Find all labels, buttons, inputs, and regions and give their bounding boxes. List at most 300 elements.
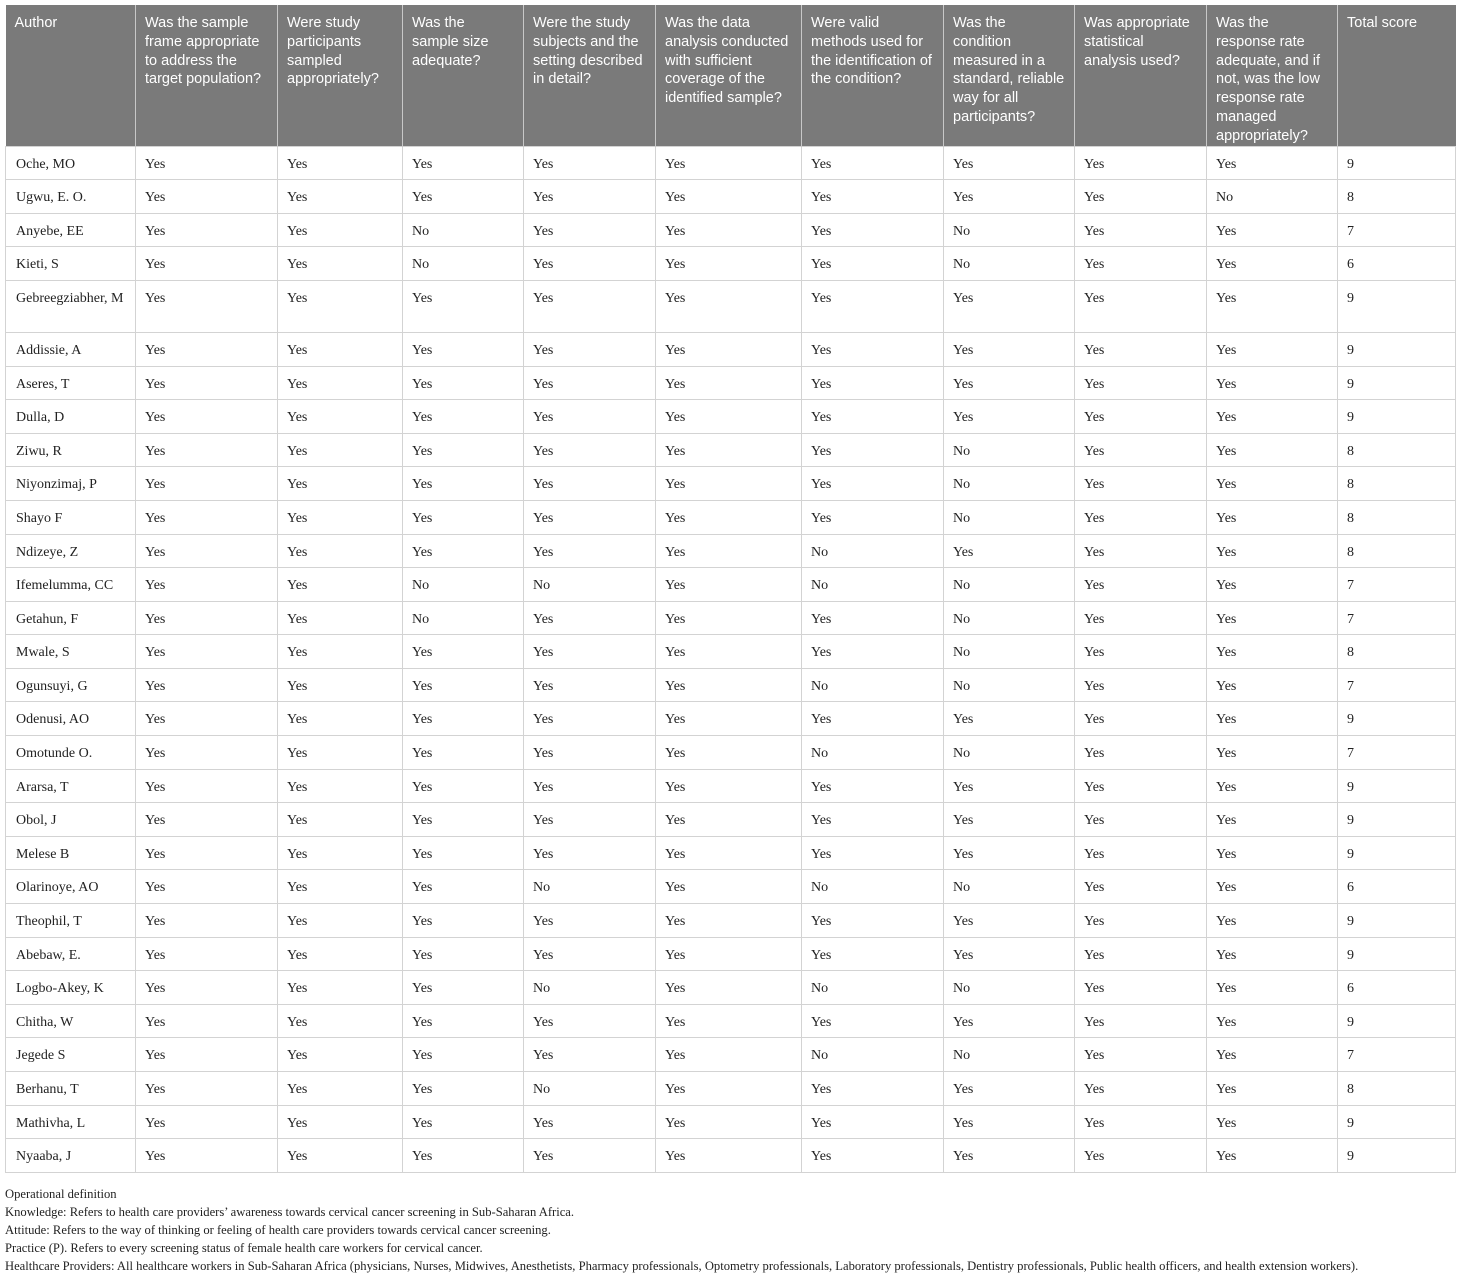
author-cell: Ziwu, R bbox=[6, 433, 136, 467]
criterion-cell: Yes bbox=[944, 803, 1075, 837]
criterion-cell: Yes bbox=[802, 500, 944, 534]
criterion-cell: No bbox=[524, 568, 656, 602]
total-score-cell: 8 bbox=[1338, 500, 1456, 534]
criterion-cell: No bbox=[944, 568, 1075, 602]
author-cell: Mwale, S bbox=[6, 635, 136, 669]
author-cell: Ndizeye, Z bbox=[6, 534, 136, 568]
total-score-cell: 9 bbox=[1338, 904, 1456, 938]
header-condition-measured: Was the condition measured in a standard, reliable way for all participants? bbox=[944, 5, 1075, 146]
criterion-cell: No bbox=[524, 1072, 656, 1106]
table-row bbox=[6, 366, 1456, 400]
author-cell: Ifemelumma, CC bbox=[6, 568, 136, 602]
table-row bbox=[6, 870, 1456, 904]
author-cell: Odenusi, AO bbox=[6, 702, 136, 736]
criterion-cell: No bbox=[802, 1038, 944, 1072]
table-body bbox=[6, 146, 1456, 1172]
criterion-cell: Yes bbox=[656, 870, 802, 904]
criterion-cell: Yes bbox=[403, 1038, 524, 1072]
table-row bbox=[6, 213, 1456, 247]
criterion-cell: Yes bbox=[136, 668, 278, 702]
criterion-cell: Yes bbox=[278, 769, 403, 803]
criterion-cell: Yes bbox=[136, 635, 278, 669]
criterion-cell: Yes bbox=[1075, 937, 1207, 971]
criterion-cell: Yes bbox=[944, 1072, 1075, 1106]
criterion-cell: Yes bbox=[403, 332, 524, 366]
total-score-cell: 8 bbox=[1338, 1072, 1456, 1106]
criterion-cell: Yes bbox=[656, 534, 802, 568]
criterion-cell: Yes bbox=[656, 467, 802, 501]
criterion-cell: Yes bbox=[1207, 769, 1338, 803]
criterion-cell: Yes bbox=[944, 1139, 1075, 1173]
criterion-cell: No bbox=[403, 568, 524, 602]
criterion-cell: Yes bbox=[278, 366, 403, 400]
criterion-cell: Yes bbox=[136, 1072, 278, 1106]
criterion-cell: Yes bbox=[278, 180, 403, 214]
total-score-cell: 8 bbox=[1338, 635, 1456, 669]
criterion-cell: Yes bbox=[656, 280, 802, 332]
criterion-cell: Yes bbox=[1075, 736, 1207, 770]
criterion-cell: Yes bbox=[136, 146, 278, 180]
criterion-cell: Yes bbox=[944, 769, 1075, 803]
criterion-cell: Yes bbox=[278, 400, 403, 434]
criterion-cell: Yes bbox=[278, 568, 403, 602]
criterion-cell: Yes bbox=[403, 904, 524, 938]
table-row bbox=[6, 736, 1456, 770]
criterion-cell: Yes bbox=[1075, 247, 1207, 281]
criterion-cell: No bbox=[944, 601, 1075, 635]
criterion-cell: Yes bbox=[802, 467, 944, 501]
criterion-cell: Yes bbox=[403, 433, 524, 467]
criterion-cell: Yes bbox=[1075, 280, 1207, 332]
criterion-cell: Yes bbox=[524, 400, 656, 434]
criterion-cell: Yes bbox=[1207, 803, 1338, 837]
table-row bbox=[6, 601, 1456, 635]
criterion-cell: Yes bbox=[403, 500, 524, 534]
criterion-cell: Yes bbox=[403, 146, 524, 180]
criterion-cell: Yes bbox=[524, 467, 656, 501]
criterion-cell: Yes bbox=[656, 1004, 802, 1038]
criterion-cell: Yes bbox=[802, 146, 944, 180]
criterion-cell: Yes bbox=[136, 769, 278, 803]
criterion-cell: No bbox=[802, 534, 944, 568]
table-row bbox=[6, 937, 1456, 971]
author-cell: Abebaw, E. bbox=[6, 937, 136, 971]
criterion-cell: Yes bbox=[278, 146, 403, 180]
criterion-cell: Yes bbox=[656, 433, 802, 467]
criterion-cell: No bbox=[944, 668, 1075, 702]
criterion-cell: Yes bbox=[278, 280, 403, 332]
criterion-cell: No bbox=[944, 870, 1075, 904]
criterion-cell: Yes bbox=[403, 534, 524, 568]
author-cell: Niyonzimaj, P bbox=[6, 467, 136, 501]
criterion-cell: Yes bbox=[524, 736, 656, 770]
table-row bbox=[6, 568, 1456, 602]
table-row bbox=[6, 400, 1456, 434]
criterion-cell: Yes bbox=[136, 467, 278, 501]
criterion-cell: Yes bbox=[944, 332, 1075, 366]
total-score-cell: 6 bbox=[1338, 870, 1456, 904]
table-row bbox=[6, 467, 1456, 501]
total-score-cell: 7 bbox=[1338, 568, 1456, 602]
criterion-cell: Yes bbox=[403, 736, 524, 770]
footnote-healthcare-providers: Healthcare Providers: All healthcare workers in Sub-Saharan Africa (physicians, Nurses, Midwives, Anesthetists, Pharmacy professionals, Optometry professionals, Laboratory professionals, Dentistry professionals, Public health officers, and health extension workers). bbox=[5, 1259, 1359, 1273]
total-score-cell: 9 bbox=[1338, 332, 1456, 366]
criterion-cell: Yes bbox=[802, 247, 944, 281]
criterion-cell: Yes bbox=[136, 971, 278, 1005]
table-row bbox=[6, 1072, 1456, 1106]
criterion-cell: Yes bbox=[136, 568, 278, 602]
criterion-cell: No bbox=[802, 971, 944, 1005]
criterion-cell: Yes bbox=[136, 937, 278, 971]
table-row bbox=[6, 971, 1456, 1005]
criterion-cell: Yes bbox=[656, 366, 802, 400]
criterion-cell: Yes bbox=[136, 1038, 278, 1072]
criterion-cell: Yes bbox=[524, 213, 656, 247]
criterion-cell: Yes bbox=[1075, 971, 1207, 1005]
criterion-cell: Yes bbox=[802, 1004, 944, 1038]
criterion-cell: Yes bbox=[278, 467, 403, 501]
criterion-cell: Yes bbox=[802, 400, 944, 434]
criterion-cell: Yes bbox=[1207, 1139, 1338, 1173]
criterion-cell: No bbox=[802, 668, 944, 702]
criterion-cell: Yes bbox=[524, 803, 656, 837]
criterion-cell: Yes bbox=[524, 180, 656, 214]
criterion-cell: Yes bbox=[403, 937, 524, 971]
criterion-cell: Yes bbox=[802, 769, 944, 803]
header-row bbox=[6, 5, 1456, 146]
total-score-cell: 8 bbox=[1338, 534, 1456, 568]
criterion-cell: Yes bbox=[278, 433, 403, 467]
criterion-cell: Yes bbox=[656, 601, 802, 635]
criterion-cell: Yes bbox=[278, 332, 403, 366]
table-row bbox=[6, 433, 1456, 467]
table-row bbox=[6, 668, 1456, 702]
criterion-cell: Yes bbox=[1075, 568, 1207, 602]
table-row bbox=[6, 247, 1456, 281]
criterion-cell: Yes bbox=[944, 400, 1075, 434]
criterion-cell: Yes bbox=[656, 568, 802, 602]
criterion-cell: No bbox=[944, 971, 1075, 1005]
criterion-cell: Yes bbox=[1207, 601, 1338, 635]
criterion-cell: Yes bbox=[1207, 366, 1338, 400]
criterion-cell: Yes bbox=[802, 332, 944, 366]
criterion-cell: Yes bbox=[278, 803, 403, 837]
table-row bbox=[6, 836, 1456, 870]
header-sample-size: Was the sample size adequate? bbox=[403, 5, 524, 146]
total-score-cell: 9 bbox=[1338, 280, 1456, 332]
criterion-cell: Yes bbox=[524, 601, 656, 635]
criterion-cell: Yes bbox=[1075, 836, 1207, 870]
criterion-cell: Yes bbox=[136, 180, 278, 214]
quality-assessment-table bbox=[5, 5, 1456, 1173]
author-cell: Logbo-Akey, K bbox=[6, 971, 136, 1005]
total-score-cell: 9 bbox=[1338, 366, 1456, 400]
criterion-cell: Yes bbox=[136, 280, 278, 332]
criterion-cell: Yes bbox=[278, 1139, 403, 1173]
criterion-cell: Yes bbox=[1207, 1004, 1338, 1038]
author-cell: Kieti, S bbox=[6, 247, 136, 281]
criterion-cell: Yes bbox=[802, 803, 944, 837]
criterion-cell: Yes bbox=[656, 702, 802, 736]
criterion-cell: Yes bbox=[136, 702, 278, 736]
criterion-cell: Yes bbox=[656, 247, 802, 281]
criterion-cell: Yes bbox=[802, 601, 944, 635]
header-statistical-analysis: Was appropriate statistical analysis used? bbox=[1075, 5, 1207, 146]
criterion-cell: Yes bbox=[524, 937, 656, 971]
criterion-cell: Yes bbox=[1207, 500, 1338, 534]
criterion-cell: Yes bbox=[944, 836, 1075, 870]
criterion-cell: Yes bbox=[524, 332, 656, 366]
criterion-cell: No bbox=[1207, 180, 1338, 214]
criterion-cell: Yes bbox=[802, 366, 944, 400]
criterion-cell: Yes bbox=[656, 904, 802, 938]
criterion-cell: Yes bbox=[802, 937, 944, 971]
total-score-cell: 9 bbox=[1338, 1004, 1456, 1038]
author-cell: Nyaaba, J bbox=[6, 1139, 136, 1173]
criterion-cell: Yes bbox=[524, 500, 656, 534]
total-score-cell: 8 bbox=[1338, 180, 1456, 214]
criterion-cell: Yes bbox=[403, 467, 524, 501]
header-response-rate: Was the response rate adequate, and if not, was the low response rate managed appropriately? bbox=[1207, 5, 1338, 146]
criterion-cell: Yes bbox=[524, 904, 656, 938]
criterion-cell: Yes bbox=[403, 702, 524, 736]
criterion-cell: Yes bbox=[524, 534, 656, 568]
criterion-cell: Yes bbox=[1075, 803, 1207, 837]
author-cell: Gebreegziabher, M bbox=[6, 280, 136, 332]
criterion-cell: Yes bbox=[1207, 1038, 1338, 1072]
criterion-cell: Yes bbox=[656, 180, 802, 214]
criterion-cell: Yes bbox=[944, 534, 1075, 568]
header-subjects-setting: Were the study subjects and the setting described in detail? bbox=[524, 5, 656, 146]
criterion-cell: Yes bbox=[656, 1105, 802, 1139]
criterion-cell: Yes bbox=[136, 247, 278, 281]
author-cell: Getahun, F bbox=[6, 601, 136, 635]
criterion-cell: Yes bbox=[1207, 213, 1338, 247]
criterion-cell: No bbox=[802, 736, 944, 770]
criterion-cell: Yes bbox=[656, 332, 802, 366]
criterion-cell: Yes bbox=[524, 668, 656, 702]
table-row bbox=[6, 332, 1456, 366]
criterion-cell: Yes bbox=[1207, 247, 1338, 281]
total-score-cell: 9 bbox=[1338, 400, 1456, 434]
criterion-cell: No bbox=[524, 971, 656, 1005]
criterion-cell: Yes bbox=[136, 904, 278, 938]
criterion-cell: Yes bbox=[403, 836, 524, 870]
criterion-cell: Yes bbox=[1207, 736, 1338, 770]
criterion-cell: Yes bbox=[1075, 180, 1207, 214]
criterion-cell: Yes bbox=[403, 971, 524, 1005]
criterion-cell: Yes bbox=[1075, 433, 1207, 467]
criterion-cell: Yes bbox=[136, 400, 278, 434]
author-cell: Addissie, A bbox=[6, 332, 136, 366]
criterion-cell: Yes bbox=[802, 836, 944, 870]
criterion-cell: No bbox=[944, 500, 1075, 534]
table-row bbox=[6, 635, 1456, 669]
criterion-cell: Yes bbox=[1075, 213, 1207, 247]
total-score-cell: 7 bbox=[1338, 736, 1456, 770]
table-row bbox=[6, 180, 1456, 214]
criterion-cell: Yes bbox=[1207, 870, 1338, 904]
table-header bbox=[6, 5, 1456, 146]
author-cell: Mathivha, L bbox=[6, 1105, 136, 1139]
criterion-cell: Yes bbox=[136, 366, 278, 400]
criterion-cell: Yes bbox=[278, 247, 403, 281]
criterion-cell: Yes bbox=[1075, 668, 1207, 702]
criterion-cell: Yes bbox=[524, 1038, 656, 1072]
criterion-cell: Yes bbox=[802, 1105, 944, 1139]
total-score-cell: 9 bbox=[1338, 836, 1456, 870]
criterion-cell: Yes bbox=[278, 836, 403, 870]
header-data-analysis-coverage: Was the data analysis conducted with sufficient coverage of the identified sample? bbox=[656, 5, 802, 146]
total-score-cell: 9 bbox=[1338, 146, 1456, 180]
criterion-cell: Yes bbox=[1207, 937, 1338, 971]
criterion-cell: Yes bbox=[802, 904, 944, 938]
criterion-cell: Yes bbox=[403, 180, 524, 214]
table-row bbox=[6, 500, 1456, 534]
criterion-cell: Yes bbox=[278, 601, 403, 635]
table-row bbox=[6, 1038, 1456, 1072]
criterion-cell: Yes bbox=[278, 213, 403, 247]
criterion-cell: Yes bbox=[1075, 400, 1207, 434]
criterion-cell: Yes bbox=[656, 1038, 802, 1072]
criterion-cell: No bbox=[944, 1038, 1075, 1072]
criterion-cell: No bbox=[524, 870, 656, 904]
author-cell: Chitha, W bbox=[6, 1004, 136, 1038]
criterion-cell: Yes bbox=[656, 213, 802, 247]
author-cell: Omotunde O. bbox=[6, 736, 136, 770]
criterion-cell: No bbox=[944, 213, 1075, 247]
criterion-cell: Yes bbox=[1207, 280, 1338, 332]
criterion-cell: Yes bbox=[524, 247, 656, 281]
criterion-cell: Yes bbox=[136, 736, 278, 770]
criterion-cell: Yes bbox=[944, 937, 1075, 971]
total-score-cell: 9 bbox=[1338, 1105, 1456, 1139]
criterion-cell: Yes bbox=[136, 500, 278, 534]
criterion-cell: Yes bbox=[1207, 1105, 1338, 1139]
criterion-cell: Yes bbox=[278, 534, 403, 568]
criterion-cell: No bbox=[944, 736, 1075, 770]
criterion-cell: Yes bbox=[524, 635, 656, 669]
criterion-cell: Yes bbox=[1207, 836, 1338, 870]
total-score-cell: 9 bbox=[1338, 803, 1456, 837]
header-sample-frame: Was the sample frame appropriate to address the target population? bbox=[136, 5, 278, 146]
total-score-cell: 9 bbox=[1338, 1139, 1456, 1173]
criterion-cell: Yes bbox=[403, 803, 524, 837]
criterion-cell: Yes bbox=[802, 635, 944, 669]
footnote-attitude: Attitude: Refers to the way of thinking or feeling of health care providers towards cervical cancer screening. bbox=[5, 1223, 551, 1237]
criterion-cell: Yes bbox=[944, 280, 1075, 332]
header-author: Author bbox=[6, 5, 136, 146]
total-score-cell: 9 bbox=[1338, 769, 1456, 803]
criterion-cell: Yes bbox=[1075, 1139, 1207, 1173]
criterion-cell: Yes bbox=[524, 280, 656, 332]
criterion-cell: Yes bbox=[1075, 904, 1207, 938]
criterion-cell: Yes bbox=[1207, 568, 1338, 602]
criterion-cell: Yes bbox=[944, 904, 1075, 938]
total-score-cell: 9 bbox=[1338, 702, 1456, 736]
table-row bbox=[6, 280, 1456, 332]
criterion-cell: Yes bbox=[278, 702, 403, 736]
criterion-cell: Yes bbox=[1207, 433, 1338, 467]
author-cell: Oche, MO bbox=[6, 146, 136, 180]
criterion-cell: Yes bbox=[1075, 1072, 1207, 1106]
criterion-cell: Yes bbox=[656, 736, 802, 770]
criterion-cell: Yes bbox=[944, 1004, 1075, 1038]
criterion-cell: Yes bbox=[802, 1072, 944, 1106]
criterion-cell: Yes bbox=[944, 702, 1075, 736]
table-row bbox=[6, 146, 1456, 180]
author-cell: Shayo F bbox=[6, 500, 136, 534]
criterion-cell: Yes bbox=[656, 668, 802, 702]
table-row bbox=[6, 904, 1456, 938]
footnote-knowledge: Knowledge: Refers to health care providers’ awareness towards cervical cancer screening in Sub-Saharan Africa. bbox=[5, 1205, 575, 1219]
criterion-cell: Yes bbox=[524, 146, 656, 180]
total-score-cell: 9 bbox=[1338, 937, 1456, 971]
criterion-cell: Yes bbox=[1207, 1072, 1338, 1106]
criterion-cell: Yes bbox=[403, 635, 524, 669]
total-score-cell: 6 bbox=[1338, 971, 1456, 1005]
criterion-cell: No bbox=[944, 433, 1075, 467]
criterion-cell: Yes bbox=[524, 836, 656, 870]
criterion-cell: Yes bbox=[1207, 467, 1338, 501]
criterion-cell: Yes bbox=[656, 1139, 802, 1173]
criterion-cell: Yes bbox=[403, 1004, 524, 1038]
criterion-cell: Yes bbox=[136, 601, 278, 635]
criterion-cell: No bbox=[403, 213, 524, 247]
criterion-cell: Yes bbox=[1075, 601, 1207, 635]
criterion-cell: Yes bbox=[524, 1004, 656, 1038]
criterion-cell: Yes bbox=[403, 1139, 524, 1173]
criterion-cell: Yes bbox=[403, 1072, 524, 1106]
criterion-cell: Yes bbox=[944, 180, 1075, 214]
total-score-cell: 7 bbox=[1338, 1038, 1456, 1072]
criterion-cell: Yes bbox=[656, 146, 802, 180]
criterion-cell: No bbox=[944, 467, 1075, 501]
criterion-cell: Yes bbox=[403, 366, 524, 400]
criterion-cell: Yes bbox=[656, 803, 802, 837]
table-row bbox=[6, 702, 1456, 736]
criterion-cell: Yes bbox=[278, 937, 403, 971]
criterion-cell: Yes bbox=[278, 500, 403, 534]
criterion-cell: Yes bbox=[403, 400, 524, 434]
header-total-score: Total score bbox=[1338, 5, 1456, 146]
author-cell: Jegede S bbox=[6, 1038, 136, 1072]
author-cell: Obol, J bbox=[6, 803, 136, 837]
criterion-cell: Yes bbox=[403, 668, 524, 702]
criterion-cell: Yes bbox=[1207, 635, 1338, 669]
criterion-cell: Yes bbox=[278, 1105, 403, 1139]
criterion-cell: Yes bbox=[136, 534, 278, 568]
criterion-cell: Yes bbox=[1075, 769, 1207, 803]
criterion-cell: Yes bbox=[1207, 971, 1338, 1005]
criterion-cell: Yes bbox=[278, 1072, 403, 1106]
criterion-cell: Yes bbox=[656, 400, 802, 434]
criterion-cell: Yes bbox=[1207, 904, 1338, 938]
criterion-cell: Yes bbox=[524, 433, 656, 467]
criterion-cell: Yes bbox=[136, 332, 278, 366]
table-row bbox=[6, 1004, 1456, 1038]
criterion-cell: Yes bbox=[278, 668, 403, 702]
criterion-cell: Yes bbox=[1075, 702, 1207, 736]
author-cell: Melese B bbox=[6, 836, 136, 870]
criterion-cell: Yes bbox=[524, 1105, 656, 1139]
criterion-cell: Yes bbox=[1075, 146, 1207, 180]
table-row bbox=[6, 1139, 1456, 1173]
criterion-cell: Yes bbox=[278, 635, 403, 669]
criterion-cell: Yes bbox=[278, 1004, 403, 1038]
header-valid-methods: Were valid methods used for the identification of the condition? bbox=[802, 5, 944, 146]
table-row bbox=[6, 803, 1456, 837]
